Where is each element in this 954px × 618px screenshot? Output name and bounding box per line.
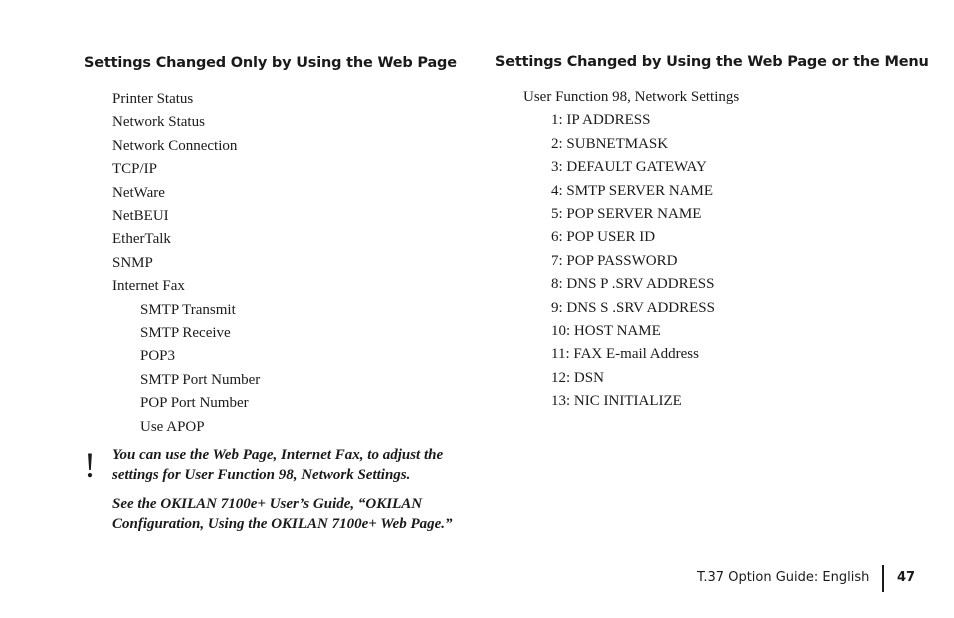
left-list-item: SMTP Transmit [140,301,236,318]
left-list-item: TCP/IP [112,161,158,178]
note-paragraph-1: You can use the Web Page, Internet Fax, to adjust the settings for User Function 98, Network Settings. [112,447,444,483]
left-list-item: Use APOP [140,418,205,435]
right-list-item: 12: DSN [551,369,604,386]
left-list-item: SMTP Port Number [140,371,261,388]
left-column-heading: Settings Changed Only by Using the Web Page [84,55,457,71]
right-list-item: 4: SMTP SERVER NAME [551,182,714,199]
right-list-item: User Function 98, Network Settings [523,89,740,105]
left-list-item: SNMP [112,254,153,271]
right-list-item: 5: POP SERVER NAME [551,206,702,222]
left-list-item: SMTP Receive [140,325,231,341]
right-list-item: 8: DNS P .SRV ADDRESS [551,276,715,293]
exclamation-icon: ! [84,445,96,485]
left-list-item: Network Connection [112,137,238,154]
right-column-heading: Settings Changed by Using the Web Page or the Menu [495,54,929,70]
page-number: 47 [897,570,916,585]
right-list-item: 6: POP USER ID [551,229,656,246]
right-list-item: 1: IP ADDRESS [551,112,651,129]
right-list-item: 2: SUBNETMASK [551,135,669,152]
note-paragraph-2: See the OKILAN 7100e+ User’s Guide, “OKILAN Configuration, Using the OKILAN 7100e+ Web Page.” [112,496,453,532]
left-list-item: NetBEUI [112,208,169,224]
right-list-item: 7: POP PASSWORD [551,252,678,269]
left-list-item: Printer Status [112,91,194,107]
right-list-item: 9: DNS S .SRV ADDRESS [551,299,715,316]
right-list-item: 10: HOST NAME [551,323,661,339]
footer-divider [882,565,884,592]
left-list-item: POP Port Number [140,395,249,412]
left-list-item: NetWare [112,184,165,201]
right-list-item: 3: DEFAULT GATEWAY [551,159,707,176]
left-list-item: Network Status [112,114,205,131]
footer-guide-title: T.37 Option Guide: English [697,570,870,585]
left-list-item: EtherTalk [112,231,171,248]
right-list-item: 13: NIC INITIALIZE [551,393,682,410]
left-list-item: POP3 [140,348,176,365]
left-list-item: Internet Fax [112,278,185,295]
right-list-item: 11: FAX E-mail Address [551,346,699,363]
